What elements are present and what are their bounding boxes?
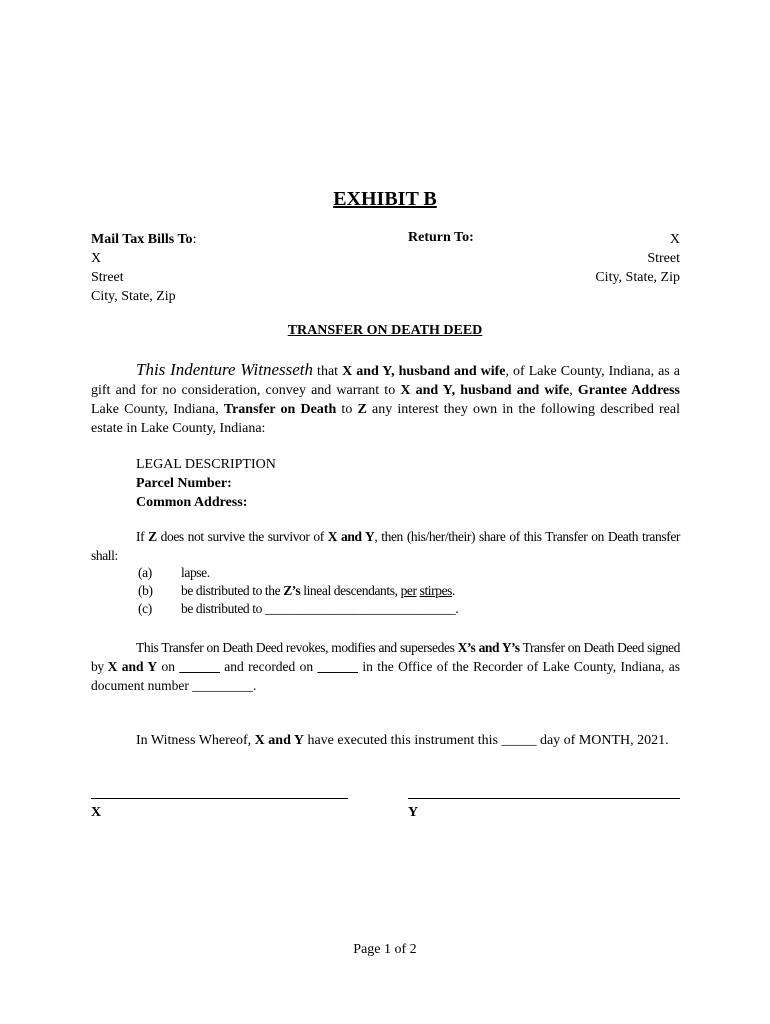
signature-label-left: X <box>91 805 102 820</box>
revocation-paragraph: This Transfer on Death Deed revokes, modifies and supersedes X’s and Y’s Transfer on Death Deed signed by X and Y on ______ and recorded on ______ in the Office of the Recorder of Lake County, Indiana, as document number _________. <box>91 640 680 693</box>
return-to-line: Street <box>647 251 680 266</box>
indenture-paragraph: This Indenture Witnesseth that X and Y, husband and wife, of Lake County, Indiana, as a gift and for no consideration, convey and warrant to X and Y, husband and wife, Grantee Address Lake County, Indiana, Transfer on Death to Z any interest they own in the following described real estate in Lake County, Indiana: <box>91 360 681 436</box>
option-a: (a) lapse. <box>138 565 210 580</box>
mail-tax-label: Mail Tax Bills To: <box>91 232 197 247</box>
mail-tax-block <box>91 230 196 306</box>
return-to-block <box>595 230 680 287</box>
return-to-line: City, State, Zip <box>595 270 680 285</box>
mail-tax-line: Street <box>91 270 124 285</box>
return-to-label: Return To: <box>408 230 474 245</box>
option-b: (b) be distributed to the Z’s lineal descendants, per stirpes. <box>138 583 456 598</box>
legal-description-block <box>136 455 276 512</box>
return-to-line: X <box>669 232 680 247</box>
mail-tax-line: X <box>91 251 102 266</box>
deed-title: TRANSFER ON DEATH DEED <box>287 323 483 338</box>
exhibit-title: EXHIBIT B <box>333 188 437 210</box>
survival-condition-paragraph: If Z does not survive the survivor of X and Y, then (his/her/their) share of this Transfer on Death transfer shall: <box>91 529 681 563</box>
mail-tax-line: City, State, Zip <box>91 289 176 304</box>
signature-line-right <box>408 798 680 799</box>
page-number: Page 1 of 2 <box>353 942 417 957</box>
legal-description: LEGAL DESCRIPTION <box>136 457 276 472</box>
witness-paragraph: In Witness Whereof, X and Y have executed this instrument this _____ day of MONTH, 2021. <box>136 733 669 748</box>
parcel-number-label: Parcel Number: <box>136 476 232 491</box>
option-c: (c) be distributed to ______________________________. <box>138 601 459 616</box>
options-list <box>138 564 458 618</box>
signature-line-left <box>91 798 348 799</box>
common-address-label: Common Address: <box>136 495 248 510</box>
signature-label-right: Y <box>408 805 419 820</box>
